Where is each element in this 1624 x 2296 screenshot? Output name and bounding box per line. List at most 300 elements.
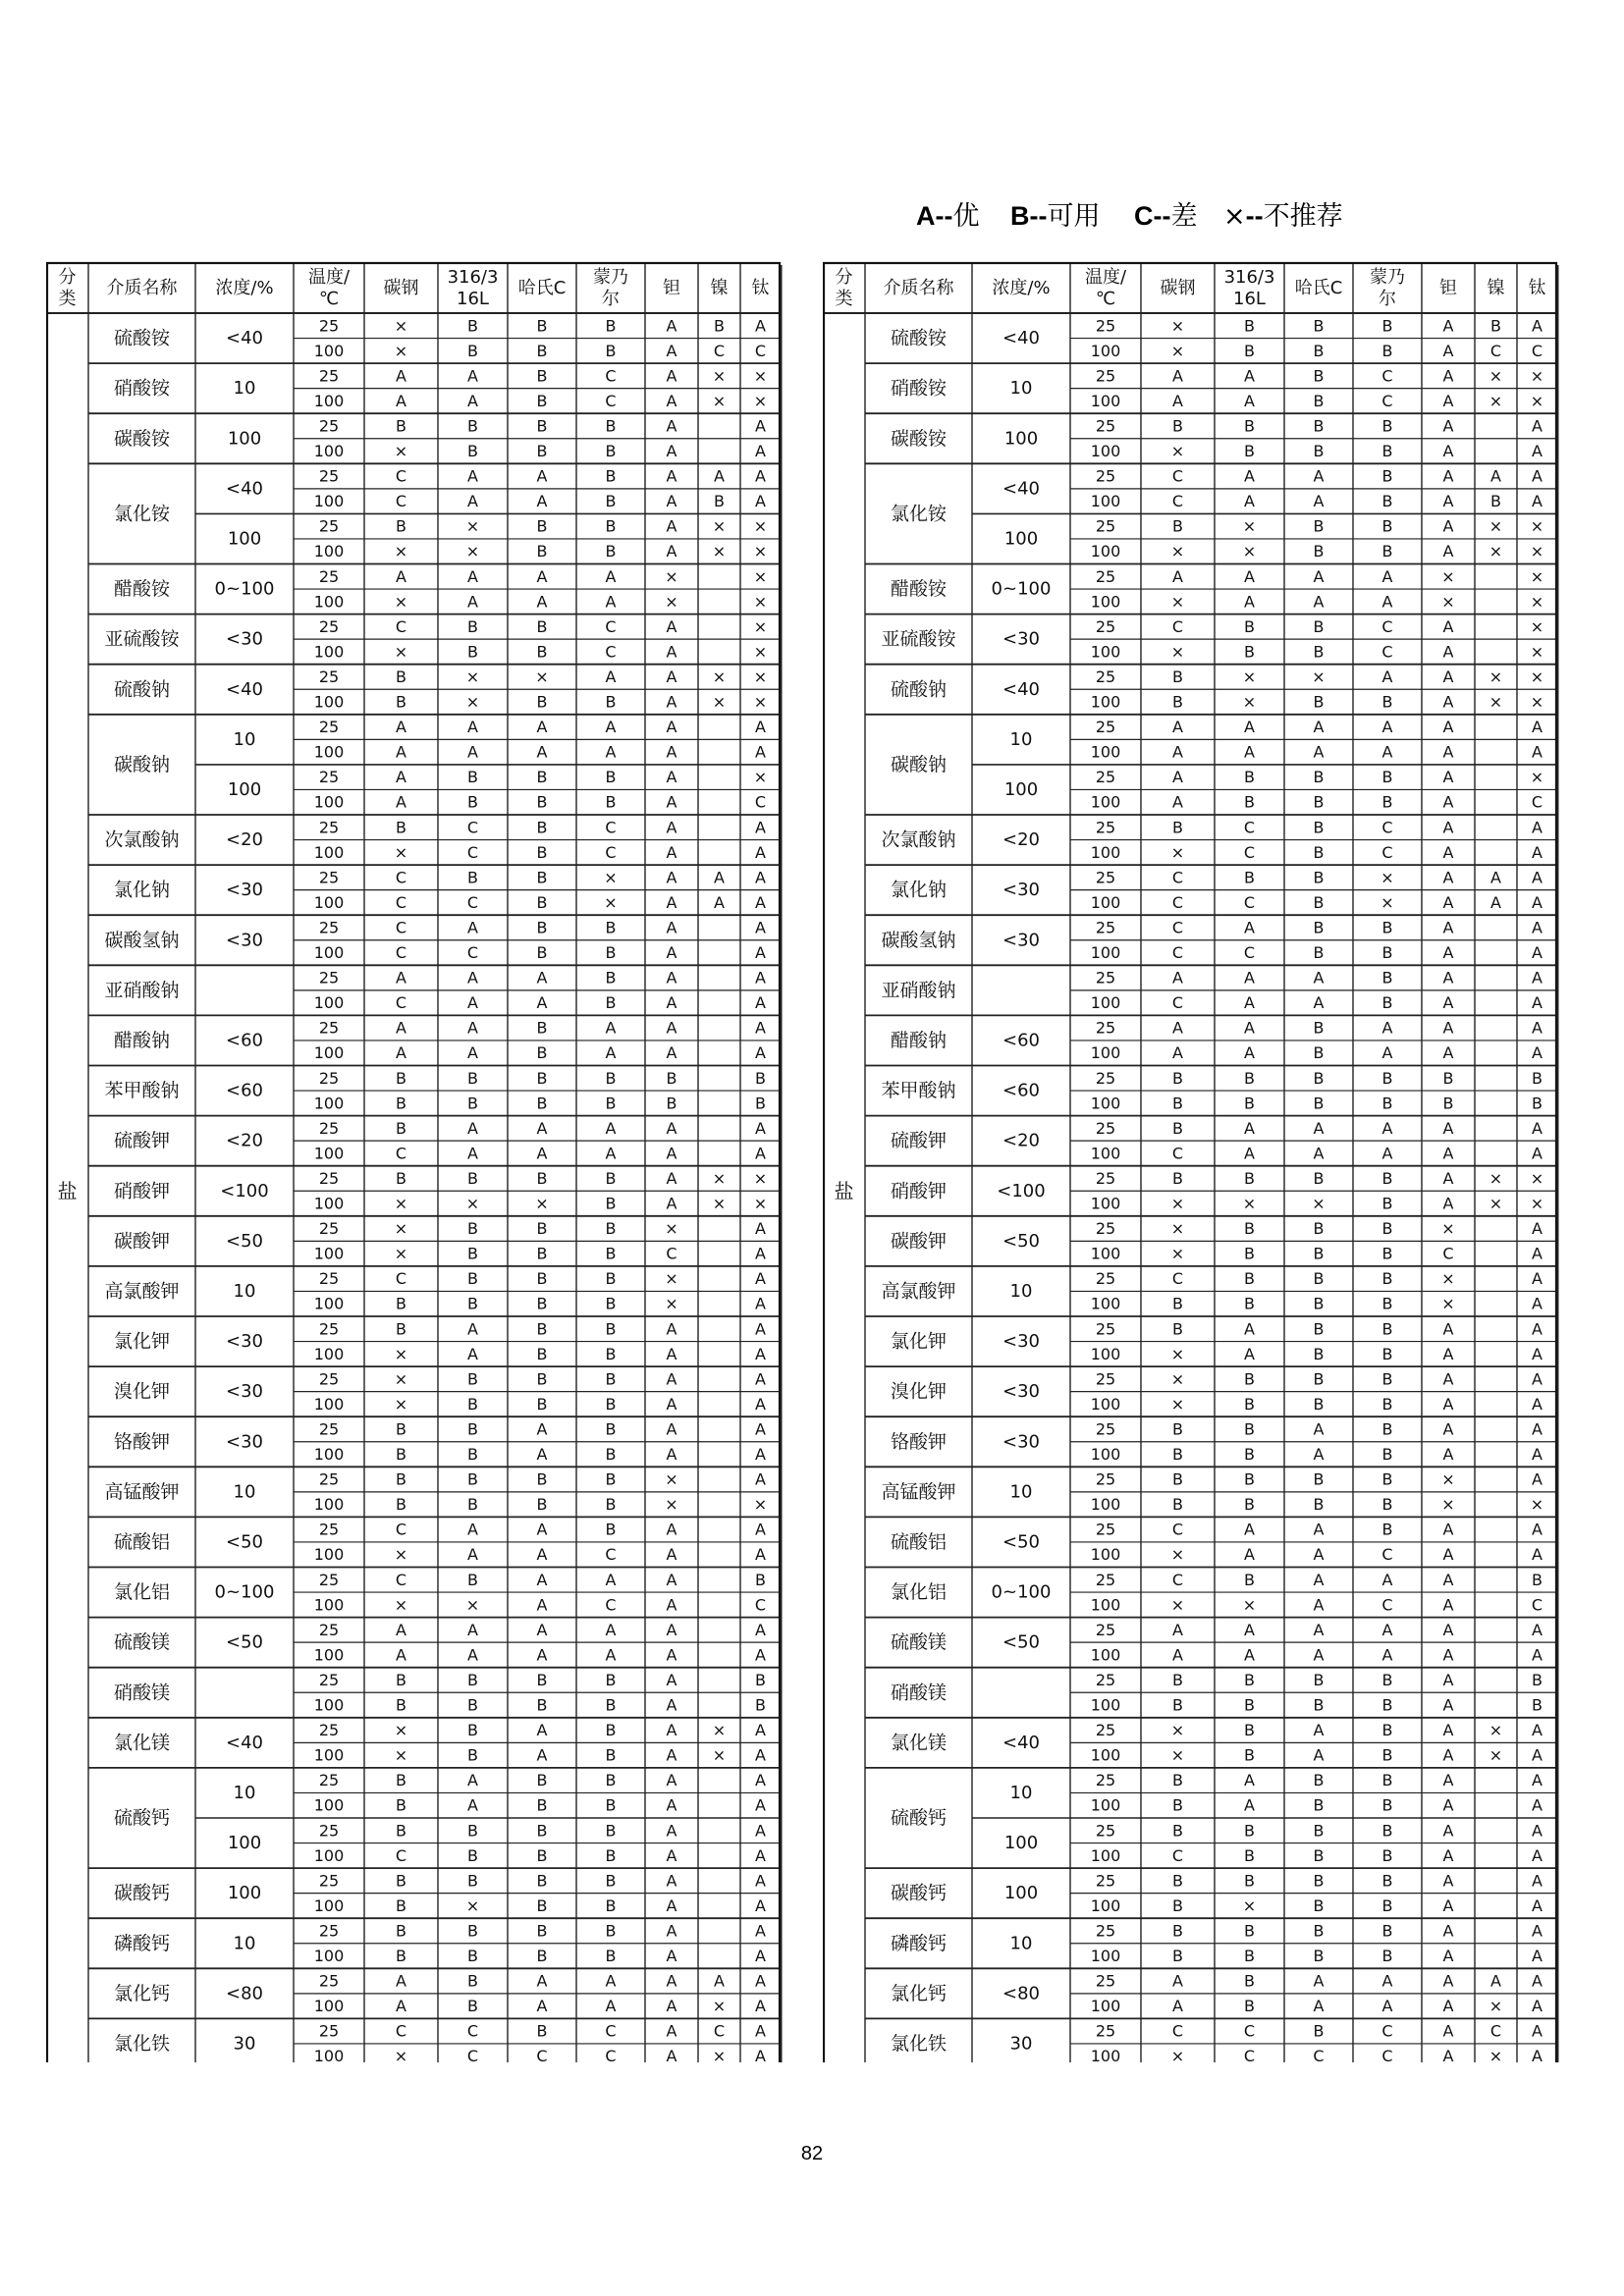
- header-nickel: 镍: [710, 278, 729, 298]
- rating-titanium: C: [754, 341, 767, 360]
- rating-titanium: A: [1532, 1269, 1543, 1289]
- rating-ss316: B: [1244, 1695, 1255, 1715]
- temperature-cell: 100: [1090, 842, 1121, 862]
- concentration-cell: <40: [1002, 328, 1040, 349]
- rating-ss316: A: [1244, 592, 1255, 612]
- rating-carbon-steel: ×: [394, 1595, 408, 1615]
- rating-hastelloy-c: A: [536, 1620, 548, 1639]
- rating-hastelloy-c: B: [536, 1269, 548, 1289]
- medium-name: 氯化钙: [890, 1982, 947, 2004]
- rating-titanium: A: [755, 1394, 766, 1414]
- rating-nickel: C: [713, 341, 726, 360]
- rating-carbon-steel: C: [1171, 892, 1184, 912]
- medium-name: 醋酸铵: [113, 578, 171, 601]
- rating-carbon-steel: B: [396, 1419, 406, 1439]
- temperature-cell: 25: [1095, 1068, 1116, 1088]
- rating-monel: B: [1381, 1695, 1393, 1715]
- rating-monel: B: [1381, 993, 1393, 1013]
- rating-monel: B: [1381, 1394, 1393, 1414]
- concentration-cell: <50: [1002, 1631, 1040, 1653]
- concentration-cell: 10: [233, 728, 256, 750]
- rating-carbon-steel: C: [395, 868, 407, 887]
- rating-monel: A: [1381, 1997, 1393, 2016]
- rating-monel: A: [605, 1043, 617, 1063]
- rating-monel: B: [605, 1795, 617, 1815]
- rating-ss316: B: [1244, 642, 1255, 662]
- rating-titanium: ×: [753, 667, 768, 686]
- rating-monel: B: [605, 1344, 617, 1363]
- rating-tantalum: A: [1442, 1695, 1454, 1715]
- rating-hastelloy-c: B: [536, 1319, 548, 1339]
- rating-monel: C: [605, 2047, 617, 2062]
- rating-carbon-steel: B: [396, 1094, 406, 1113]
- rating-tantalum: A: [666, 1821, 677, 1841]
- rating-hastelloy-c: A: [536, 1721, 548, 1740]
- rating-tantalum: A: [666, 1168, 677, 1188]
- rating-titanium: A: [755, 442, 766, 461]
- rating-titanium: ×: [1530, 1194, 1544, 1213]
- rating-ss316: B: [1244, 1670, 1255, 1689]
- rating-hastelloy-c: A: [1313, 492, 1325, 511]
- rating-hastelloy-c: B: [536, 818, 548, 837]
- temperature-cell: 25: [1095, 516, 1116, 536]
- rating-hastelloy-c: B: [536, 1043, 548, 1063]
- rating-monel: A: [1381, 667, 1393, 686]
- rating-carbon-steel: A: [1172, 718, 1183, 737]
- rating-ss316: B: [1244, 1244, 1255, 1263]
- rating-titanium: ×: [1530, 516, 1544, 536]
- concentration-cell: 100: [227, 778, 262, 800]
- rating-monel: A: [1381, 1144, 1393, 1163]
- rating-ss316: C: [1243, 2021, 1256, 2041]
- temperature-cell: 25: [1095, 1771, 1116, 1790]
- concentration-cell: 10: [1009, 1933, 1033, 1954]
- concentration-cell: <50: [1002, 1531, 1040, 1553]
- rating-monel: B: [605, 1670, 617, 1689]
- temperature-cell: 25: [318, 918, 340, 937]
- rating-titanium: A: [1532, 1545, 1543, 1565]
- rating-titanium: ×: [753, 1194, 768, 1213]
- rating-tantalum: A: [666, 1595, 677, 1615]
- rating-ss316: C: [466, 892, 479, 912]
- rating-hastelloy-c: B: [536, 692, 548, 712]
- rating-monel: C: [605, 2021, 617, 2041]
- medium-name: 氯化铝: [113, 1581, 171, 1604]
- rating-ss316: B: [1244, 1921, 1255, 1941]
- rating-titanium: A: [755, 1520, 766, 1539]
- medium-name: 碳酸氢钠: [104, 929, 180, 951]
- temperature-cell: 100: [313, 792, 345, 812]
- temperature-cell: 25: [1095, 416, 1116, 436]
- temperature-cell: 100: [313, 1445, 345, 1465]
- rating-titanium: A: [755, 1845, 766, 1865]
- concentration-cell: <20: [226, 1130, 263, 1151]
- rating-titanium: A: [755, 993, 766, 1013]
- header-monel: 蒙乃: [1370, 267, 1405, 288]
- rating-carbon-steel: C: [395, 1845, 407, 1865]
- rating-hastelloy-c: B: [1313, 1344, 1325, 1363]
- rating-ss316: A: [467, 1144, 478, 1163]
- rating-carbon-steel: B: [1172, 1294, 1183, 1313]
- rating-titanium: A: [755, 968, 766, 988]
- temperature-cell: 100: [1090, 1795, 1121, 1815]
- rating-monel: B: [605, 1896, 617, 1915]
- rating-monel: B: [605, 1845, 617, 1865]
- rating-monel: C: [1381, 642, 1393, 662]
- rating-titanium: A: [755, 316, 766, 336]
- rating-titanium: B: [755, 1068, 766, 1088]
- rating-monel: B: [1381, 943, 1393, 963]
- rating-tantalum: A: [1442, 742, 1454, 762]
- temperature-cell: 100: [313, 592, 345, 612]
- rating-carbon-steel: B: [396, 1795, 406, 1815]
- temperature-cell: 25: [318, 1620, 340, 1639]
- temperature-cell: 100: [313, 1094, 345, 1113]
- medium-name: 氯化钠: [890, 879, 947, 901]
- medium-name: 碳酸铵: [113, 427, 171, 450]
- rating-monel: B: [1381, 1721, 1393, 1740]
- rating-ss316: B: [467, 1445, 478, 1465]
- rating-titanium: A: [1532, 742, 1543, 762]
- rating-hastelloy-c: A: [1313, 1645, 1325, 1665]
- rating-tantalum: ×: [1441, 592, 1455, 612]
- rating-hastelloy-c: B: [536, 792, 548, 812]
- rating-ss316: A: [1244, 1018, 1255, 1038]
- temperature-cell: 25: [1095, 968, 1116, 988]
- medium-name: 醋酸钠: [113, 1029, 171, 1051]
- rating-titanium: ×: [1530, 566, 1544, 586]
- rating-ss316: A: [467, 1620, 478, 1639]
- rating-ss316: ×: [1242, 516, 1257, 536]
- rating-titanium: A: [1532, 818, 1543, 837]
- rating-tantalum: A: [666, 1921, 677, 1941]
- rating-monel: B: [1381, 692, 1393, 712]
- medium-name: 次氯酸钠: [881, 828, 956, 851]
- rating-hastelloy-c: A: [1313, 566, 1325, 586]
- rating-carbon-steel: A: [1172, 968, 1183, 988]
- rating-ss316: B: [1244, 1997, 1255, 2016]
- rating-monel: B: [1381, 1896, 1393, 1915]
- rating-monel: B: [605, 1469, 617, 1489]
- temperature-cell: 25: [318, 1168, 340, 1188]
- rating-tantalum: A: [1442, 542, 1454, 561]
- temperature-cell: 100: [313, 692, 345, 712]
- rating-hastelloy-c: A: [1313, 1419, 1325, 1439]
- rating-carbon-steel: C: [395, 492, 407, 511]
- rating-ss316: A: [1244, 566, 1255, 586]
- rating-nickel: ×: [1489, 667, 1503, 686]
- rating-hastelloy-c: B: [1313, 1771, 1325, 1790]
- rating-carbon-steel: B: [396, 818, 406, 837]
- rating-carbon-steel: ×: [1170, 1595, 1185, 1615]
- rating-ss316: B: [1244, 1294, 1255, 1313]
- rating-hastelloy-c: B: [536, 943, 548, 963]
- rating-carbon-steel: B: [396, 1469, 406, 1489]
- medium-name: 苯甲酸钠: [881, 1080, 956, 1102]
- rating-monel: B: [1381, 442, 1393, 461]
- rating-hastelloy-c: B: [1313, 1219, 1325, 1239]
- medium-name: 硝酸镁: [113, 1682, 171, 1704]
- rating-monel: A: [1381, 1018, 1393, 1038]
- rating-hastelloy-c: A: [536, 1570, 548, 1589]
- header-category: 分: [835, 267, 853, 288]
- rating-carbon-steel: B: [1172, 516, 1183, 536]
- rating-tantalum: A: [1442, 1168, 1454, 1188]
- rating-monel: B: [1381, 1294, 1393, 1313]
- rating-monel: A: [1381, 742, 1393, 762]
- rating-titanium: A: [1532, 1620, 1543, 1639]
- rating-ss316: B: [467, 642, 478, 662]
- rating-ss316: ×: [465, 542, 480, 561]
- rating-monel: C: [605, 1545, 617, 1565]
- compatibility-table-left: [46, 261, 783, 2062]
- rating-monel: C: [605, 1595, 617, 1615]
- temperature-cell: 25: [318, 1971, 340, 1991]
- rating-tantalum: C: [666, 1244, 677, 1263]
- rating-tantalum: A: [1442, 1018, 1454, 1038]
- temperature-cell: 25: [318, 1570, 340, 1589]
- rating-titanium: A: [755, 1620, 766, 1639]
- medium-name: 碳酸钾: [890, 1230, 947, 1253]
- rating-ss316: B: [467, 1695, 478, 1715]
- rating-ss316: ×: [1242, 542, 1257, 561]
- rating-carbon-steel: B: [1172, 1068, 1183, 1088]
- rating-monel: B: [1381, 1495, 1393, 1515]
- medium-name: 硝酸钾: [113, 1180, 171, 1202]
- medium-name: 硫酸钠: [890, 678, 947, 701]
- rating-ss316: B: [1244, 1394, 1255, 1414]
- concentration-cell: <50: [226, 1230, 263, 1252]
- temperature-cell: 25: [318, 768, 340, 787]
- rating-hastelloy-c: B: [536, 2021, 548, 2041]
- rating-carbon-steel: B: [1172, 1469, 1183, 1489]
- rating-ss316: ×: [465, 692, 480, 712]
- rating-monel: A: [605, 1971, 617, 1991]
- rating-carbon-steel: A: [396, 792, 406, 812]
- rating-ss316: B: [1244, 1721, 1255, 1740]
- header-carbon_steel: 碳钢: [383, 278, 419, 298]
- concentration-cell: <40: [226, 678, 263, 700]
- rating-tantalum: A: [1442, 1845, 1454, 1865]
- rating-carbon-steel: A: [1172, 566, 1183, 586]
- rating-tantalum: A: [666, 2047, 677, 2062]
- rating-carbon-steel: B: [1172, 1896, 1183, 1915]
- rating-titanium: A: [755, 892, 766, 912]
- temperature-cell: 25: [1095, 918, 1116, 937]
- rating-ss316: B: [467, 1997, 478, 2016]
- rating-ss316: A: [1244, 1795, 1255, 1815]
- rating-ss316: A: [467, 391, 478, 410]
- rating-monel: B: [605, 1771, 617, 1790]
- rating-hastelloy-c: A: [536, 718, 548, 737]
- rating-tantalum: A: [1442, 1947, 1454, 1966]
- rating-titanium: A: [755, 742, 766, 762]
- rating-tantalum: A: [666, 842, 677, 862]
- rating-titanium: A: [755, 1244, 766, 1263]
- temperature-cell: 25: [318, 818, 340, 837]
- rating-tantalum: A: [666, 943, 677, 963]
- rating-carbon-steel: B: [396, 416, 406, 436]
- rating-monel: C: [1381, 2021, 1393, 2041]
- header-category: 类: [835, 289, 853, 309]
- rating-monel: A: [605, 1018, 617, 1038]
- rating-tantalum: A: [1442, 391, 1454, 410]
- rating-tantalum: A: [1442, 1771, 1454, 1790]
- medium-name: 磷酸钙: [890, 1932, 947, 1954]
- medium-name: 硫酸钾: [890, 1130, 947, 1152]
- rating-titanium: C: [1531, 1595, 1543, 1615]
- rating-titanium: B: [755, 1570, 766, 1589]
- rating-monel: B: [1381, 316, 1393, 336]
- rating-titanium: A: [755, 943, 766, 963]
- rating-ss316: B: [1244, 1495, 1255, 1515]
- rating-monel: C: [1381, 2047, 1393, 2062]
- rating-ss316: B: [1244, 1570, 1255, 1589]
- concentration-cell: <20: [226, 829, 263, 851]
- rating-hastelloy-c: B: [536, 768, 548, 787]
- rating-titanium: A: [1532, 918, 1543, 937]
- concentration-cell: <30: [226, 1431, 263, 1453]
- rating-ss316: A: [1244, 1645, 1255, 1665]
- rating-hastelloy-c: B: [1313, 1269, 1325, 1289]
- rating-tantalum: A: [1442, 1043, 1454, 1063]
- rating-monel: B: [605, 1269, 617, 1289]
- rating-ss316: A: [1244, 391, 1255, 410]
- rating-monel: B: [1381, 466, 1393, 486]
- temperature-cell: 100: [313, 842, 345, 862]
- rating-carbon-steel: C: [1171, 2021, 1184, 2041]
- rating-ss316: A: [467, 993, 478, 1013]
- temperature-cell: 100: [1090, 1445, 1121, 1465]
- rating-hastelloy-c: B: [1313, 818, 1325, 837]
- rating-hastelloy-c: B: [536, 391, 548, 410]
- rating-hastelloy-c: B: [536, 1244, 548, 1263]
- rating-ss316: B: [1244, 341, 1255, 360]
- concentration-cell: 10: [233, 1481, 256, 1503]
- temperature-cell: 25: [318, 1269, 340, 1289]
- header-ss316: 16L: [1233, 289, 1266, 309]
- rating-titanium: A: [1532, 1219, 1543, 1239]
- rating-monel: B: [1381, 1269, 1393, 1289]
- rating-titanium: B: [1532, 1094, 1543, 1113]
- temperature-cell: 100: [313, 1545, 345, 1565]
- rating-monel: B: [605, 1721, 617, 1740]
- rating-monel: A: [605, 718, 617, 737]
- rating-carbon-steel: B: [1172, 1419, 1183, 1439]
- header-temperature: ℃: [318, 289, 340, 309]
- temperature-cell: 100: [313, 1144, 345, 1163]
- rating-ss316: B: [467, 1845, 478, 1865]
- rating-hastelloy-c: B: [536, 1795, 548, 1815]
- rating-monel: B: [1381, 792, 1393, 812]
- rating-ss316: B: [1244, 416, 1255, 436]
- concentration-cell: 10: [233, 1933, 256, 1954]
- rating-hastelloy-c: B: [1313, 616, 1325, 636]
- concentration-cell: 30: [233, 2033, 256, 2055]
- rating-tantalum: A: [666, 868, 677, 887]
- rating-nickel: ×: [1489, 366, 1503, 386]
- rating-tantalum: ×: [665, 566, 678, 586]
- rating-tantalum: ×: [665, 1219, 678, 1239]
- rating-tantalum: A: [1442, 492, 1454, 511]
- rating-ss316: A: [1244, 1118, 1255, 1138]
- rating-monel: C: [605, 616, 617, 636]
- rating-carbon-steel: B: [1172, 1871, 1183, 1891]
- rating-carbon-steel: B: [1172, 1821, 1183, 1841]
- rating-nickel: A: [1490, 1971, 1501, 1991]
- rating-hastelloy-c: B: [1313, 442, 1325, 461]
- rating-nickel: ×: [1489, 2047, 1503, 2062]
- rating-ss316: A: [1244, 993, 1255, 1013]
- rating-tantalum: A: [666, 1419, 677, 1439]
- temperature-cell: 100: [1090, 1947, 1121, 1966]
- rating-carbon-steel: ×: [394, 1545, 408, 1565]
- medium-name: 醋酸钠: [890, 1029, 947, 1051]
- rating-carbon-steel: ×: [1170, 1721, 1185, 1740]
- rating-ss316: B: [467, 1821, 478, 1841]
- temperature-cell: 25: [1095, 718, 1116, 737]
- rating-monel: A: [1381, 566, 1393, 586]
- rating-tantalum: ×: [665, 1469, 678, 1489]
- rating-titanium: A: [755, 1971, 766, 1991]
- rating-carbon-steel: C: [395, 1269, 407, 1289]
- concentration-cell: <30: [1002, 880, 1040, 901]
- rating-ss316: B: [1244, 1871, 1255, 1891]
- temperature-cell: 100: [313, 1795, 345, 1815]
- rating-monel: B: [605, 993, 617, 1013]
- medium-name: 高氯酸钾: [104, 1280, 180, 1303]
- rating-titanium: A: [755, 1921, 766, 1941]
- rating-hastelloy-c: ×: [535, 1194, 549, 1213]
- medium-name: 亚硝酸钠: [104, 979, 180, 1001]
- temperature-cell: 25: [318, 1721, 340, 1740]
- header-temperature: 温度/: [1084, 267, 1127, 288]
- temperature-cell: 25: [1095, 1219, 1116, 1239]
- rating-carbon-steel: B: [1172, 1695, 1183, 1715]
- temperature-cell: 100: [313, 542, 345, 561]
- rating-titanium: A: [1532, 1520, 1543, 1539]
- concentration-cell: <40: [226, 1732, 263, 1753]
- rating-titanium: A: [1532, 1771, 1543, 1790]
- rating-titanium: A: [755, 1721, 766, 1740]
- rating-monel: B: [1381, 1771, 1393, 1790]
- rating-hastelloy-c: B: [1313, 366, 1325, 386]
- rating-nickel: ×: [1489, 1168, 1503, 1188]
- rating-titanium: ×: [1530, 1495, 1544, 1515]
- rating-carbon-steel: B: [396, 667, 406, 686]
- rating-ss316: ×: [465, 667, 480, 686]
- temperature-cell: 25: [1095, 868, 1116, 887]
- temperature-cell: 100: [313, 341, 345, 360]
- rating-carbon-steel: B: [396, 1445, 406, 1465]
- rating-titanium: A: [1532, 1294, 1543, 1313]
- concentration-cell: <50: [226, 1531, 263, 1553]
- concentration-cell: 100: [227, 528, 262, 550]
- rating-tantalum: A: [666, 892, 677, 912]
- rating-carbon-steel: ×: [394, 316, 408, 336]
- medium-name: 硫酸钠: [113, 678, 171, 701]
- temperature-cell: 25: [1095, 1419, 1116, 1439]
- rating-ss316: C: [466, 943, 479, 963]
- rating-nickel: A: [714, 868, 725, 887]
- temperature-cell: 25: [318, 2021, 340, 2041]
- rating-hastelloy-c: B: [536, 1921, 548, 1941]
- rating-tantalum: ×: [1441, 1269, 1455, 1289]
- rating-ss316: A: [467, 1118, 478, 1138]
- rating-titanium: A: [755, 2021, 766, 2041]
- rating-tantalum: A: [666, 316, 677, 336]
- rating-carbon-steel: ×: [394, 2047, 408, 2062]
